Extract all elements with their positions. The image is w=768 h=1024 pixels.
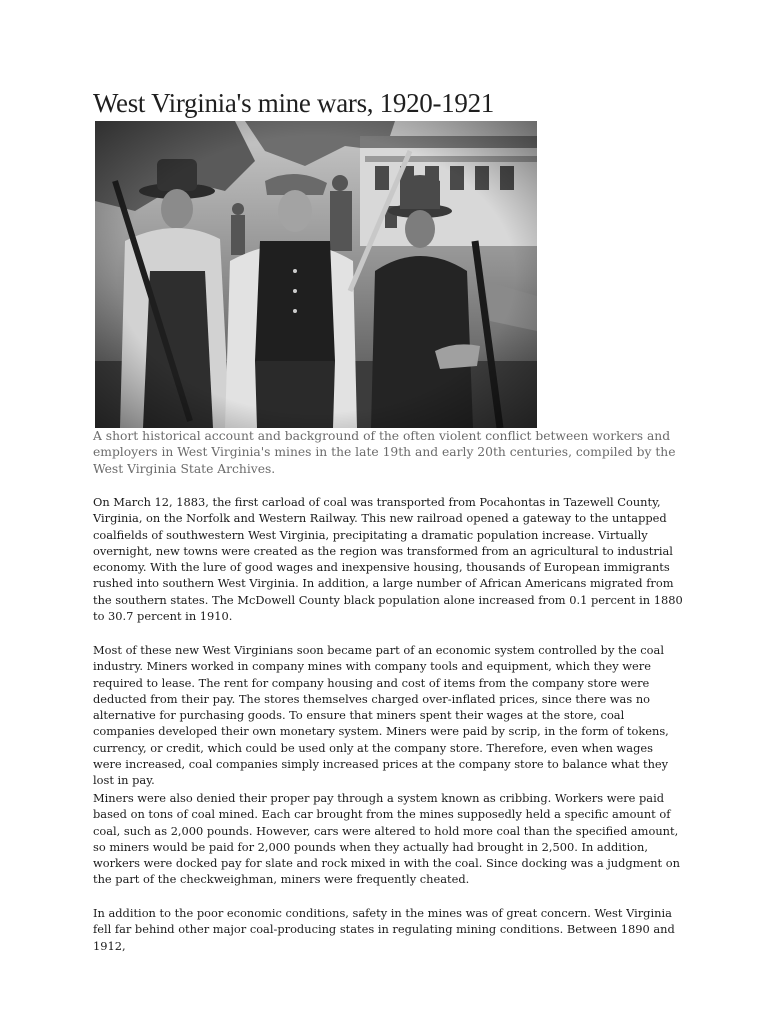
historical-photo — [95, 121, 537, 428]
photo-illustration — [95, 121, 537, 428]
paragraph-company-store: Most of these new West Virginians soon became part of an economic system controlled by the coal industry. Miners worked in company mines with company tools and equipment, which they were required to lease. The rent for company housing and cost of items from the company store were deducted from their pay. The stores themselves charged over-inflated prices, since there was no alternative for purchasing goods. To ensure that miners spent their wages at the store, coal companies developed their own monetary system. Miners were paid by scrip, in the form of tokens, currency, or credit, which could be used only at the company store. Therefore, even when wages were increased, coal companies simply increased prices at the company store to balance what they lost in pay. — [93, 643, 669, 788]
paragraph-cribbing: Miners were also denied their proper pay through a system known as cribbing. Workers were paid based on tons of coal mined. Each car brought from the mines supposedly held a specific amount of coal, such as 2,000 pounds. However, cars were altered to hold more coal than the specified amount, so miners would be paid for 2,000 pounds when they actually had brought in 2,500. In addition, workers were docked pay for slate and rock mixed in with the coal. Since docking was a judgment on the part of the checkweighman, miners were frequently cheated. — [93, 791, 680, 887]
paragraph-safety: In addition to the poor economic conditions, safety in the mines was of great concern. West Virginia fell far behind other major coal-producing states in regulating mining conditions. Between 1890 and 1912, — [93, 906, 675, 953]
article-summary: A short historical account and background of the often violent conflict between workers and employers in West Virginia's mines in the late 19th and early 20th centuries, compiled by the West Virginia State Archives. — [93, 429, 676, 476]
paragraph-railroad: On March 12, 1883, the first carload of coal was transported from Pocahontas in Tazewell County, Virginia, on the Norfolk and Western Railway. This new railroad opened a gateway to the untapped coalfields of southwestern West Virginia, precipitating a dramatic population increase. Virtually overnight, new towns were created as the region was transformed from an agricultural to industrial economy. With the lure of good wages and inexpensive housing, thousands of European immigrants rushed into southern West Virginia. In addition, a large number of African Americans migrated from the southern states. The McDowell County black population alone increased from 0.1 percent in 1880 to 30.7 percent in 1910. — [93, 495, 683, 624]
page-title: West Virginia's mine wars, 1920-1921 — [93, 88, 494, 118]
